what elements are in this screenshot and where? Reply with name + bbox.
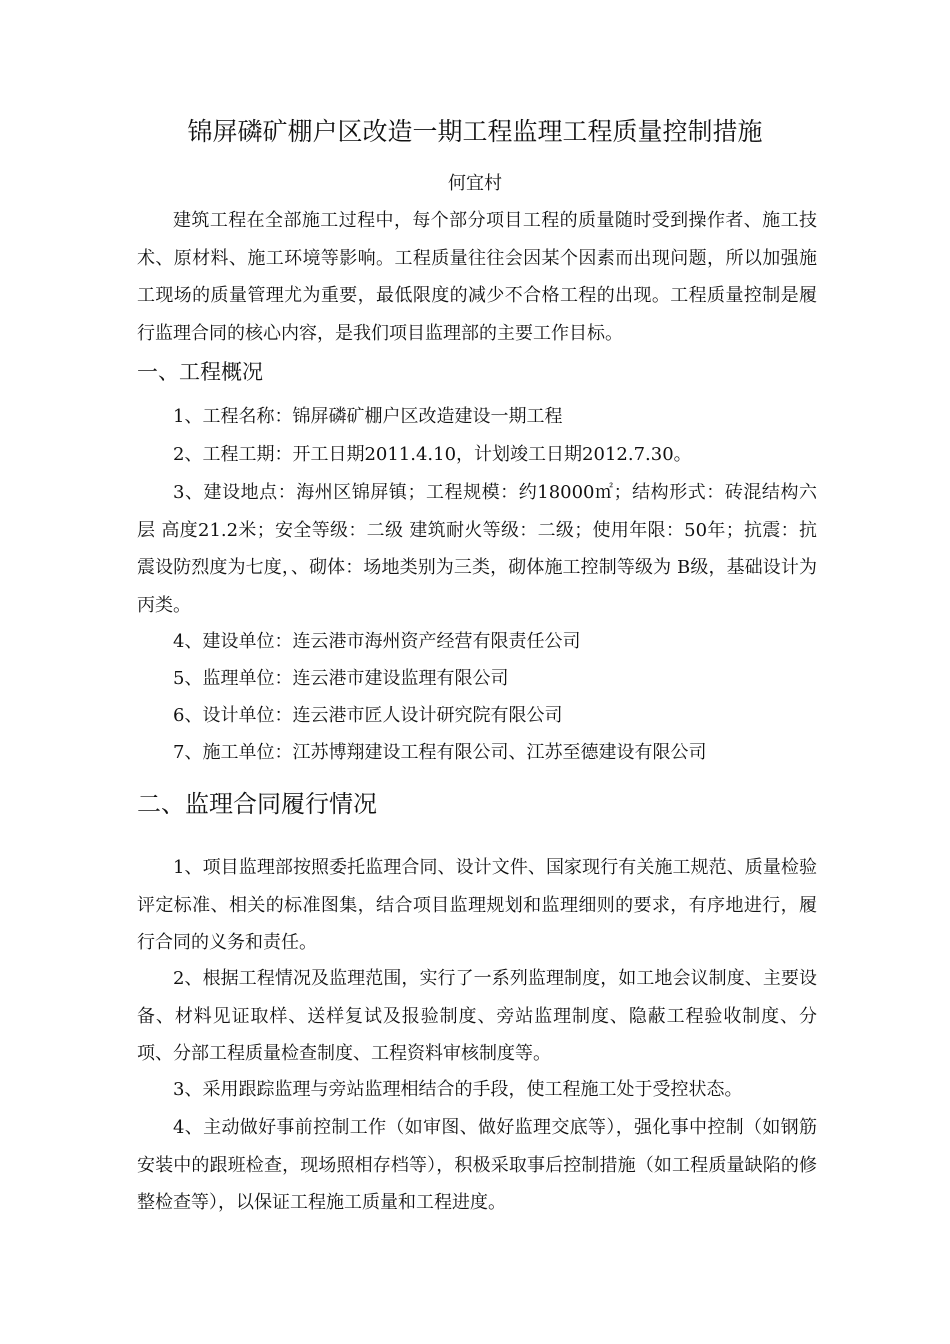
section-heading-contract: 二、监理合同履行情况	[137, 790, 377, 818]
intro-paragraph: 建筑工程在全部施工过程中，每个部分项目工程的质量随时受到操作者、施工技术、原材料、施工环境等影响。工程质量往往会因某个因素而出现问题，所以加强施工现场的质量管理尤为重要，最低限度的减少不合格工程的出现。工程质量控制是履行监理合同的核心内容，是我们项目监理部的主要工作目标。	[137, 210, 817, 344]
overview-item-5: 5、监理单位：连云港市建设监理有限公司	[173, 668, 509, 689]
overview-item-3: 3、建设地点：海州区锦屏镇；工程规模：约18000㎡；结构形式：砖混结构六层 高度21.2米；安全等级：二级 建筑耐火等级：二级；使用年限：50年；抗震：抗震设防烈度为七度，、砌体：场地类别为三类，砌体施工控制等级为 B级，基础设计为丙类。	[137, 482, 817, 616]
section-heading-overview: 一、工程概况	[137, 360, 263, 384]
overview-item-1: 1、工程名称：锦屏磷矿棚户区改造建设一期工程	[173, 406, 563, 427]
overview-item-4: 4、建设单位：连云港市海州资产经营有限责任公司	[173, 631, 581, 652]
contract-item-2: 2、根据工程情况及监理范围，实行了一系列监理制度，如工地会议制度、主要设备、材料见证取样、送样复试及报验制度、旁站监理制度、隐蔽工程验收制度、分项、分部工程质量检查制度、工程资料审核制度等。	[137, 968, 817, 1064]
contract-item-1: 1、项目监理部按照委托监理合同、设计文件、国家现行有关施工规范、质量检验评定标准、相关的标准图集，结合项目监理规划和监理细则的要求，有序地进行，履行合同的义务和责任。	[137, 857, 817, 953]
contract-item-3: 3、采用跟踪监理与旁站监理相结合的手段，使工程施工处于受控状态。	[173, 1079, 743, 1100]
overview-item-7: 7、施工单位：江苏博翔建设工程有限公司、江苏至德建设有限公司	[173, 742, 707, 763]
overview-item-6: 6、设计单位：连云港市匠人设计研究院有限公司	[173, 705, 563, 726]
document-author: 何宜村	[448, 173, 502, 194]
overview-item-2: 2、工程工期：开工日期2011.4.10，计划竣工日期2012.7.30。	[173, 444, 692, 465]
contract-item-4: 4、主动做好事前控制工作（如审图、做好监理交底等），强化事中控制（如钢筋安装中的跟班检查，现场照相存档等），积极采取事后控制措施（如工程质量缺陷的修整检查等），以保证工程施工质量和工程进度。	[137, 1117, 817, 1213]
document-title: 锦屏磷矿棚户区改造一期工程监理工程质量控制措施	[187, 117, 763, 146]
